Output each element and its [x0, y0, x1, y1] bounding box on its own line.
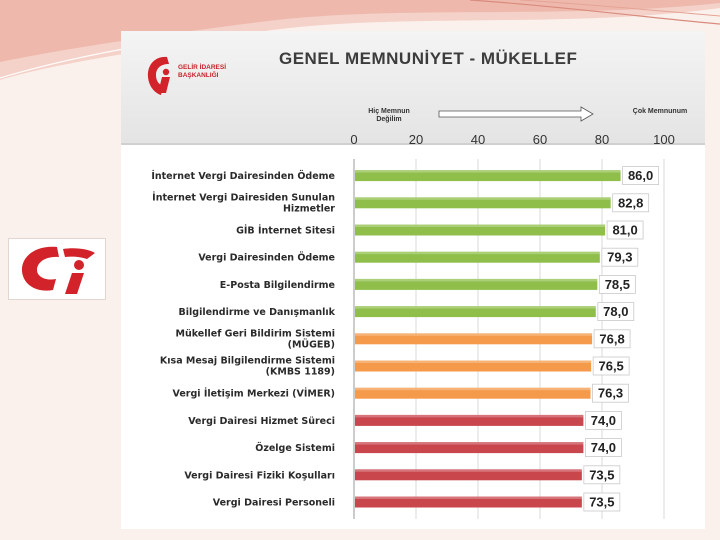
value-label: 76,3: [597, 385, 624, 401]
category-label: Vergi Dairesinden Ödeme: [198, 252, 335, 264]
category-label: Kısa Mesaj Bilgilendirme Sistemi (KMBS 1189): [159, 355, 335, 378]
chart-title: GENEL MEMNUNİYET - MÜKELLEF: [279, 49, 578, 68]
bar-highlight: [355, 442, 583, 445]
scale-right-label: Çok Memnunum: [632, 108, 688, 115]
bar-highlight: [355, 333, 592, 336]
bar-row: [152, 192, 649, 214]
value-label: 73,5: [589, 467, 615, 483]
bar-row: [184, 466, 620, 484]
category-label: İnternet Vergi Dairesinden Ödeme: [151, 171, 335, 183]
bar-row: [176, 328, 631, 350]
category-label: İnternet Vergi Dairesiden Sunulan Hizmetler: [152, 192, 335, 215]
bar-highlight: [355, 497, 582, 500]
value-label: 78,5: [604, 276, 631, 292]
category-label: Vergi Dairesi Hizmet Süreci: [188, 415, 335, 427]
bar-row: [173, 384, 629, 402]
category-label: Vergi Dairesi Personeli: [212, 497, 335, 509]
tick-label: 20: [408, 132, 424, 147]
chart-card: [121, 31, 705, 529]
bar-row: [236, 221, 643, 239]
bar-highlight: [355, 252, 600, 255]
bar-row: [160, 356, 629, 378]
bar-highlight: [355, 388, 591, 391]
bar-highlight: [355, 279, 597, 282]
category-label: GİB İnternet Sitesi: [236, 225, 335, 237]
gib-logo-icon: [9, 239, 105, 299]
value-label: 74,0: [590, 440, 617, 456]
value-label: 78,0: [603, 304, 629, 320]
category-label: Vergi İletişim Merkezi (VİMER): [172, 388, 335, 400]
bar-highlight: [355, 469, 582, 472]
bar-row: [188, 411, 621, 429]
bar-highlight: [355, 361, 591, 364]
side-logo: [8, 238, 106, 300]
bar-highlight: [355, 415, 583, 418]
bar-row: [179, 303, 634, 321]
tick-label: 0: [350, 132, 358, 147]
bar-row: [151, 167, 658, 185]
bar-highlight: [355, 197, 611, 200]
tick-label: 80: [594, 132, 610, 147]
scale-left-label: Hiç Memnun Değilim: [368, 108, 410, 123]
value-label: 79,3: [607, 249, 633, 265]
category-label: E-Posta Bilgilendirme: [219, 279, 335, 291]
category-label: Bilgilendirme ve Danışmanlık: [178, 307, 335, 319]
bar-highlight: [355, 306, 596, 309]
brand-line-1: GELİR İDARESİ: [178, 64, 227, 71]
bar-chart: [121, 31, 705, 529]
value-label: 81,0: [612, 222, 638, 238]
scale-arrow: [439, 107, 593, 121]
bar-row: [255, 439, 621, 457]
tick-label: 60: [532, 132, 548, 147]
value-label: 76,5: [598, 358, 624, 374]
bar-highlight: [355, 170, 621, 173]
value-label: 86,0: [627, 168, 654, 184]
bar-highlight: [355, 225, 605, 228]
bar-row: [220, 275, 636, 293]
value-label: 76,8: [599, 331, 625, 347]
category-label: Vergi Dairesi Fiziki Koşulları: [184, 470, 335, 482]
tick-label: 40: [470, 132, 486, 147]
value-label: 73,5: [589, 494, 615, 510]
value-label: 74,0: [590, 412, 617, 428]
bar-row: [198, 248, 637, 266]
tick-label: 100: [653, 132, 675, 147]
category-label: Özelge Sistemi: [255, 443, 335, 455]
category-label: Mükellef Geri Bildirim Sistemi (MÜGEB): [175, 328, 335, 351]
value-label: 82,8: [618, 195, 644, 211]
brand-line-2: BAŞKANLIĞI: [178, 72, 219, 79]
